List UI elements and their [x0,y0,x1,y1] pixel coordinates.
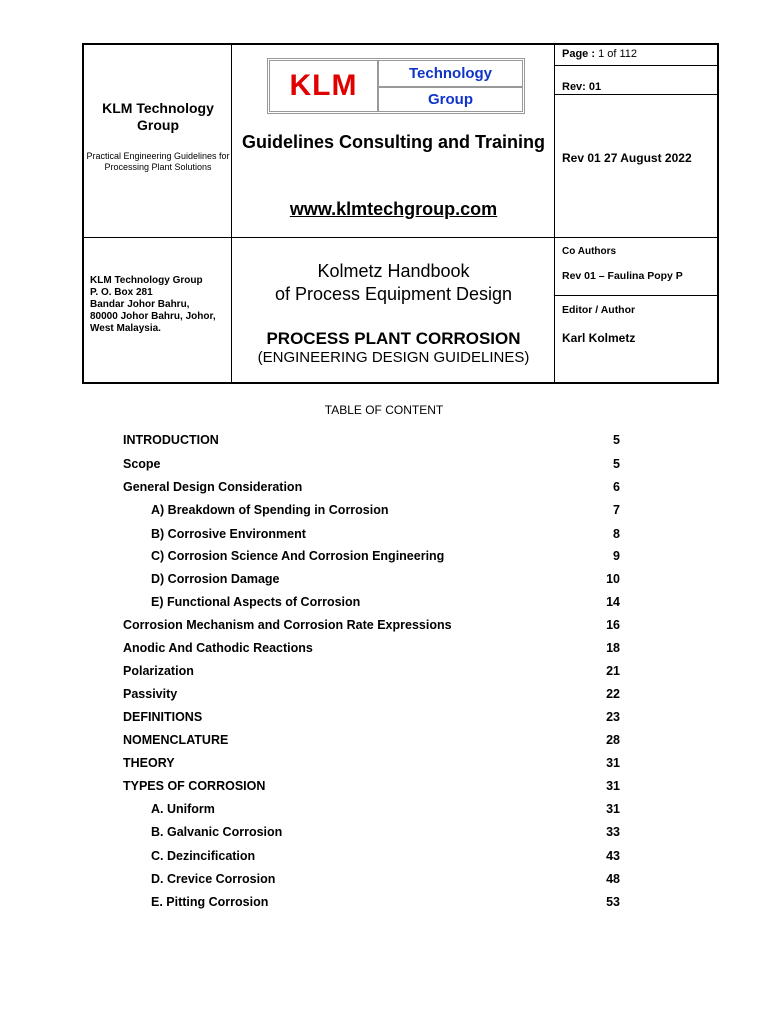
toc-entry-page: 8 [613,527,620,541]
toc-entry-label: Scope [123,457,161,471]
header-divider [84,237,717,238]
toc-entry[interactable] [123,664,620,684]
company-address [90,275,230,335]
toc-entry-label: Polarization [123,664,194,678]
toc-entry[interactable] [123,433,620,453]
handbook-title-line: of Process Equipment Design [274,284,513,304]
editor-value: Karl Kolmetz [562,331,636,345]
toc-entry-page: 31 [606,756,620,770]
toc-entry[interactable] [151,849,620,869]
toc-entry-page: 6 [613,480,620,494]
logo-technology-text: Technology [378,60,523,87]
guidelines-title: Guidelines Consulting and Training [241,132,545,152]
toc-entry-page: 7 [613,503,620,517]
toc-entry-page: 21 [606,664,620,678]
toc-heading: TABLE OF CONTENT [324,403,444,417]
toc-entry[interactable] [151,549,620,569]
toc-entry-label: Corrosion Mechanism and Corrosion Rate Expressions [123,618,452,632]
toc-entry-page: 31 [606,779,620,793]
company-tagline: Practical Engineering Guidelines for Processing Plant Solutions [86,151,230,172]
toc-entry-label: B) Corrosive Environment [151,527,306,541]
klm-logo [267,58,525,114]
toc-entry-page: 5 [613,433,620,447]
toc-entry[interactable] [123,618,620,638]
toc-entry-label: C) Corrosion Science And Corrosion Engineering [151,549,445,563]
toc-entry-label: TYPES OF CORROSION [123,779,266,793]
toc-entry[interactable] [123,779,620,799]
revision-date: Rev 01 27 August 2022 [562,151,692,165]
toc-entry-label: E. Pitting Corrosion [151,895,269,909]
toc-entry-page: 23 [606,710,620,724]
logo-klm-text: KLM [269,60,378,112]
toc-entry-page: 43 [606,849,620,863]
toc-entry[interactable] [151,895,620,915]
toc-entry-label: D) Corrosion Damage [151,572,280,586]
company-name: KLM Technology Group [102,100,214,133]
toc-entry[interactable] [123,756,620,776]
toc-entry-label: DEFINITIONS [123,710,203,724]
page-number [562,48,637,60]
toc-entry-label: A. Uniform [151,802,215,816]
co-authors-value: Rev 01 – Faulina Popy P [562,270,683,282]
website-link[interactable]: www.klmtechgroup.com [289,199,498,219]
toc-entry-label: NOMENCLATURE [123,733,229,747]
header-divider [555,65,717,66]
toc-entry-label: General Design Consideration [123,480,303,494]
toc-entry-page: 18 [606,641,620,655]
toc-entry[interactable] [123,710,620,730]
toc-entry-page: 16 [606,618,620,632]
toc-entry[interactable] [151,872,620,892]
toc-entry-page: 5 [613,457,620,471]
handbook-title [232,260,555,306]
address-line: Bandar Johor Bahru, [90,299,190,310]
toc-entry-page: 53 [606,895,620,909]
document-subtitle: (ENGINEERING DESIGN GUIDELINES) [257,349,530,366]
toc-entry[interactable] [151,802,620,822]
toc-entry[interactable] [123,480,620,500]
document-header [82,43,719,384]
toc-entry-label: Passivity [123,687,178,701]
page-label: Page : [562,48,599,60]
toc-entry-label: C. Dezincification [151,849,256,863]
address-line: 80000 Johor Bahru, Johor, [90,311,216,322]
toc-entry[interactable] [151,825,620,845]
toc-entry[interactable] [151,595,620,615]
toc-entry[interactable] [151,572,620,592]
toc-entry[interactable] [123,733,620,753]
address-line: P. O. Box 281 [90,287,153,298]
header-divider [555,94,717,95]
toc-entry[interactable] [151,527,620,547]
toc-entry-page: 22 [606,687,620,701]
document-title: PROCESS PLANT CORROSION [266,329,521,348]
toc-entry-page: 14 [606,595,620,609]
toc-entry-page: 10 [606,572,620,586]
toc-entry-label: E) Functional Aspects of Corrosion [151,595,361,609]
logo-group-text: Group [378,87,523,112]
toc-entry-page: 48 [606,872,620,886]
toc-entry-page: 33 [606,825,620,839]
page-value: 1 of 112 [598,48,638,60]
toc-entry-page: 31 [606,802,620,816]
toc-entry[interactable] [123,457,620,477]
address-line: KLM Technology Group [90,275,203,286]
toc-entry-label: A) Breakdown of Spending in Corrosion [151,503,389,517]
toc-entry-page: 9 [613,549,620,563]
header-divider [555,295,717,296]
co-authors-label: Co Authors [562,246,617,257]
handbook-title-line: Kolmetz Handbook [317,261,470,281]
toc-entry-page: 28 [606,733,620,747]
toc-entry-label: INTRODUCTION [123,433,219,447]
address-line: West Malaysia. [90,323,161,334]
toc-entry[interactable] [123,687,620,707]
editor-label: Editor / Author [562,304,636,316]
toc-entry-label: B. Galvanic Corrosion [151,825,283,839]
toc-entry[interactable] [123,641,620,661]
revision: Rev: 01 [562,81,602,93]
toc-entry-label: THEORY [123,756,175,770]
toc-entry[interactable] [151,503,620,523]
toc-entry-label: D. Crevice Corrosion [151,872,276,886]
toc-entry-label: Anodic And Cathodic Reactions [123,641,313,655]
